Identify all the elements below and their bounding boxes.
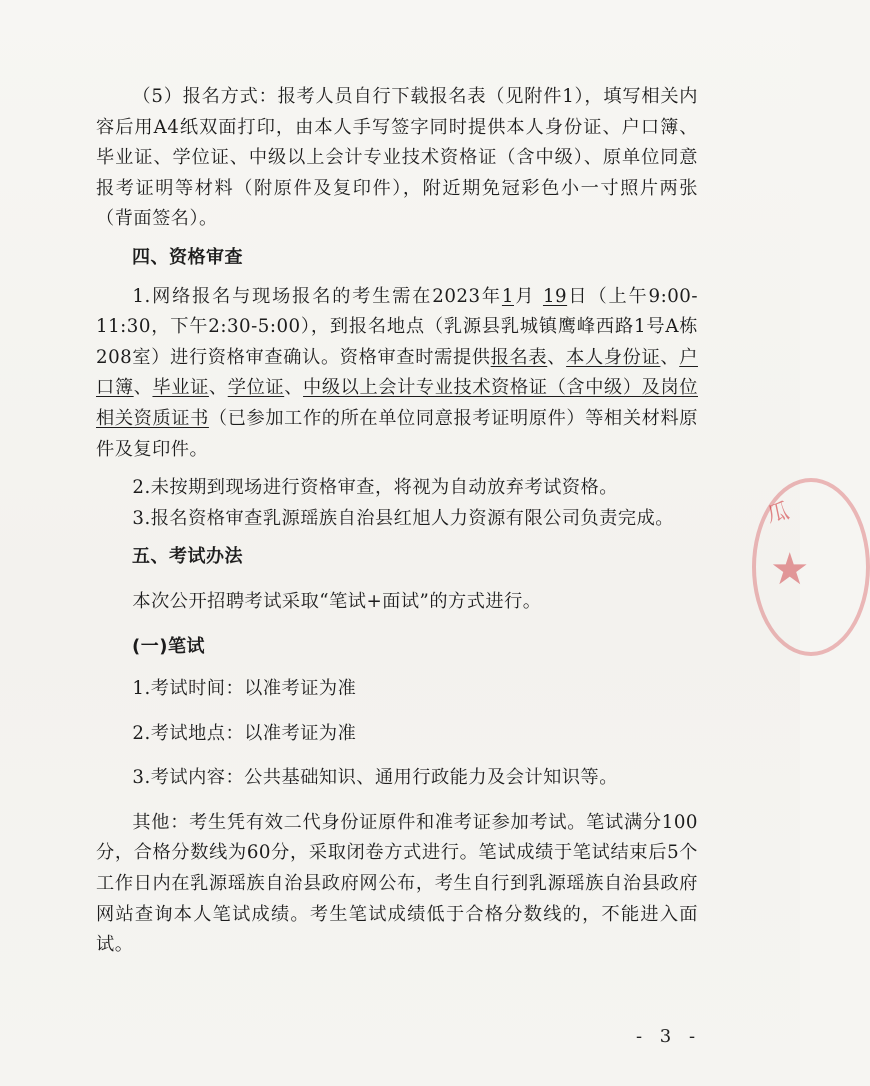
page-number: - 3 - xyxy=(636,1026,702,1047)
review-1-text-e: （已参加工作的所在单位同意报考证明原件）等相关材料原件及复印件。 xyxy=(96,407,698,460)
paragraph-written-location: 2.考试地点：以准考证为准 xyxy=(132,722,357,744)
review-1-month: 1 xyxy=(501,285,514,307)
seal-star-icon: ★ xyxy=(770,544,810,595)
paragraph-other: 其他：考生凭有效二代身份证原件和准考证参加考试。笔试满分100分，合格分数线为60分，采取闭卷方式进行。笔试成绩于笔试结束后5个工作日内在乳源瑶族自治县政府网公布，考生自行到乳源瑶族自治县政府网站查询本人笔试成绩。考生笔试成绩低于合格分数线的，不能进入面试。 xyxy=(96,811,698,956)
review-doc-separator: 、 xyxy=(284,377,304,399)
review-1-text-b: 月 xyxy=(514,285,543,307)
review-doc-separator: 、 xyxy=(208,377,228,399)
review-doc-id-card: 本人身份证 xyxy=(566,346,661,368)
paragraph-review-3: 3.报名资格审查乳源瑶族自治县红旭人力资源有限公司负责完成。 xyxy=(132,507,674,529)
review-doc-registration-form: 报名表 xyxy=(490,346,548,368)
review-doc-accounting-cert: 中级以上会计专业技术资格证（含中级）及岗位相关资质证书 xyxy=(96,377,698,429)
review-1-text-c: 日（上午9:00-11:30，下午2:30-5:00），到报名地点（乳源县乳城镇鹰峰西路1号A栋208室）进行资格审查确认。资格审查时需提供 xyxy=(96,285,698,368)
paragraph-exam-intro: 本次公开招聘考试采取“笔试+面试”的方式进行。 xyxy=(132,590,542,612)
paragraph-written-content: 3.考试内容：公共基础知识、通用行政能力及会计知识等。 xyxy=(132,767,618,789)
section-heading-exam-method: 五、考试办法 xyxy=(132,546,243,568)
review-1-text-a: 1.网络报名与现场报名的考生需在2023年 xyxy=(132,285,502,307)
section-heading-qualification-review: 四、资格审查 xyxy=(132,246,243,268)
document-body xyxy=(96,82,698,969)
paragraph-written-time: 1.考试时间：以准考证为准 xyxy=(132,678,357,700)
subheading-written-exam: (一)笔试 xyxy=(132,635,205,657)
review-doc-degree-cert: 学位证 xyxy=(227,377,285,399)
review-doc-separator: 、 xyxy=(547,346,567,368)
paragraph-review-1 xyxy=(96,282,698,466)
review-doc-separator: 、 xyxy=(133,377,153,399)
review-doc-separator: 、 xyxy=(660,346,680,368)
review-1-day: 19 xyxy=(542,285,568,307)
paragraph-signup-method: （5）报名方式：报考人员自行下载报名表（见附件1），填写相关内容后用A4纸双面打印，由本人手写签字同时提供本人身份证、户口簿、毕业证、学位证、中级以上会计专业技术资格证（含中级）、原单位同意报考证明等材料（附原件及复印件），附近期免冠彩色小一寸照片两张（背面签名）。 xyxy=(96,86,698,230)
review-doc-diploma: 毕业证 xyxy=(152,377,209,399)
paragraph-review-2: 2.未按期到现场进行资格审查，将视为自动放弃考试资格。 xyxy=(132,477,618,499)
seal-stamp-char: 瓜 xyxy=(765,498,792,528)
review-doc-household-register: 户口簿 xyxy=(96,346,698,399)
